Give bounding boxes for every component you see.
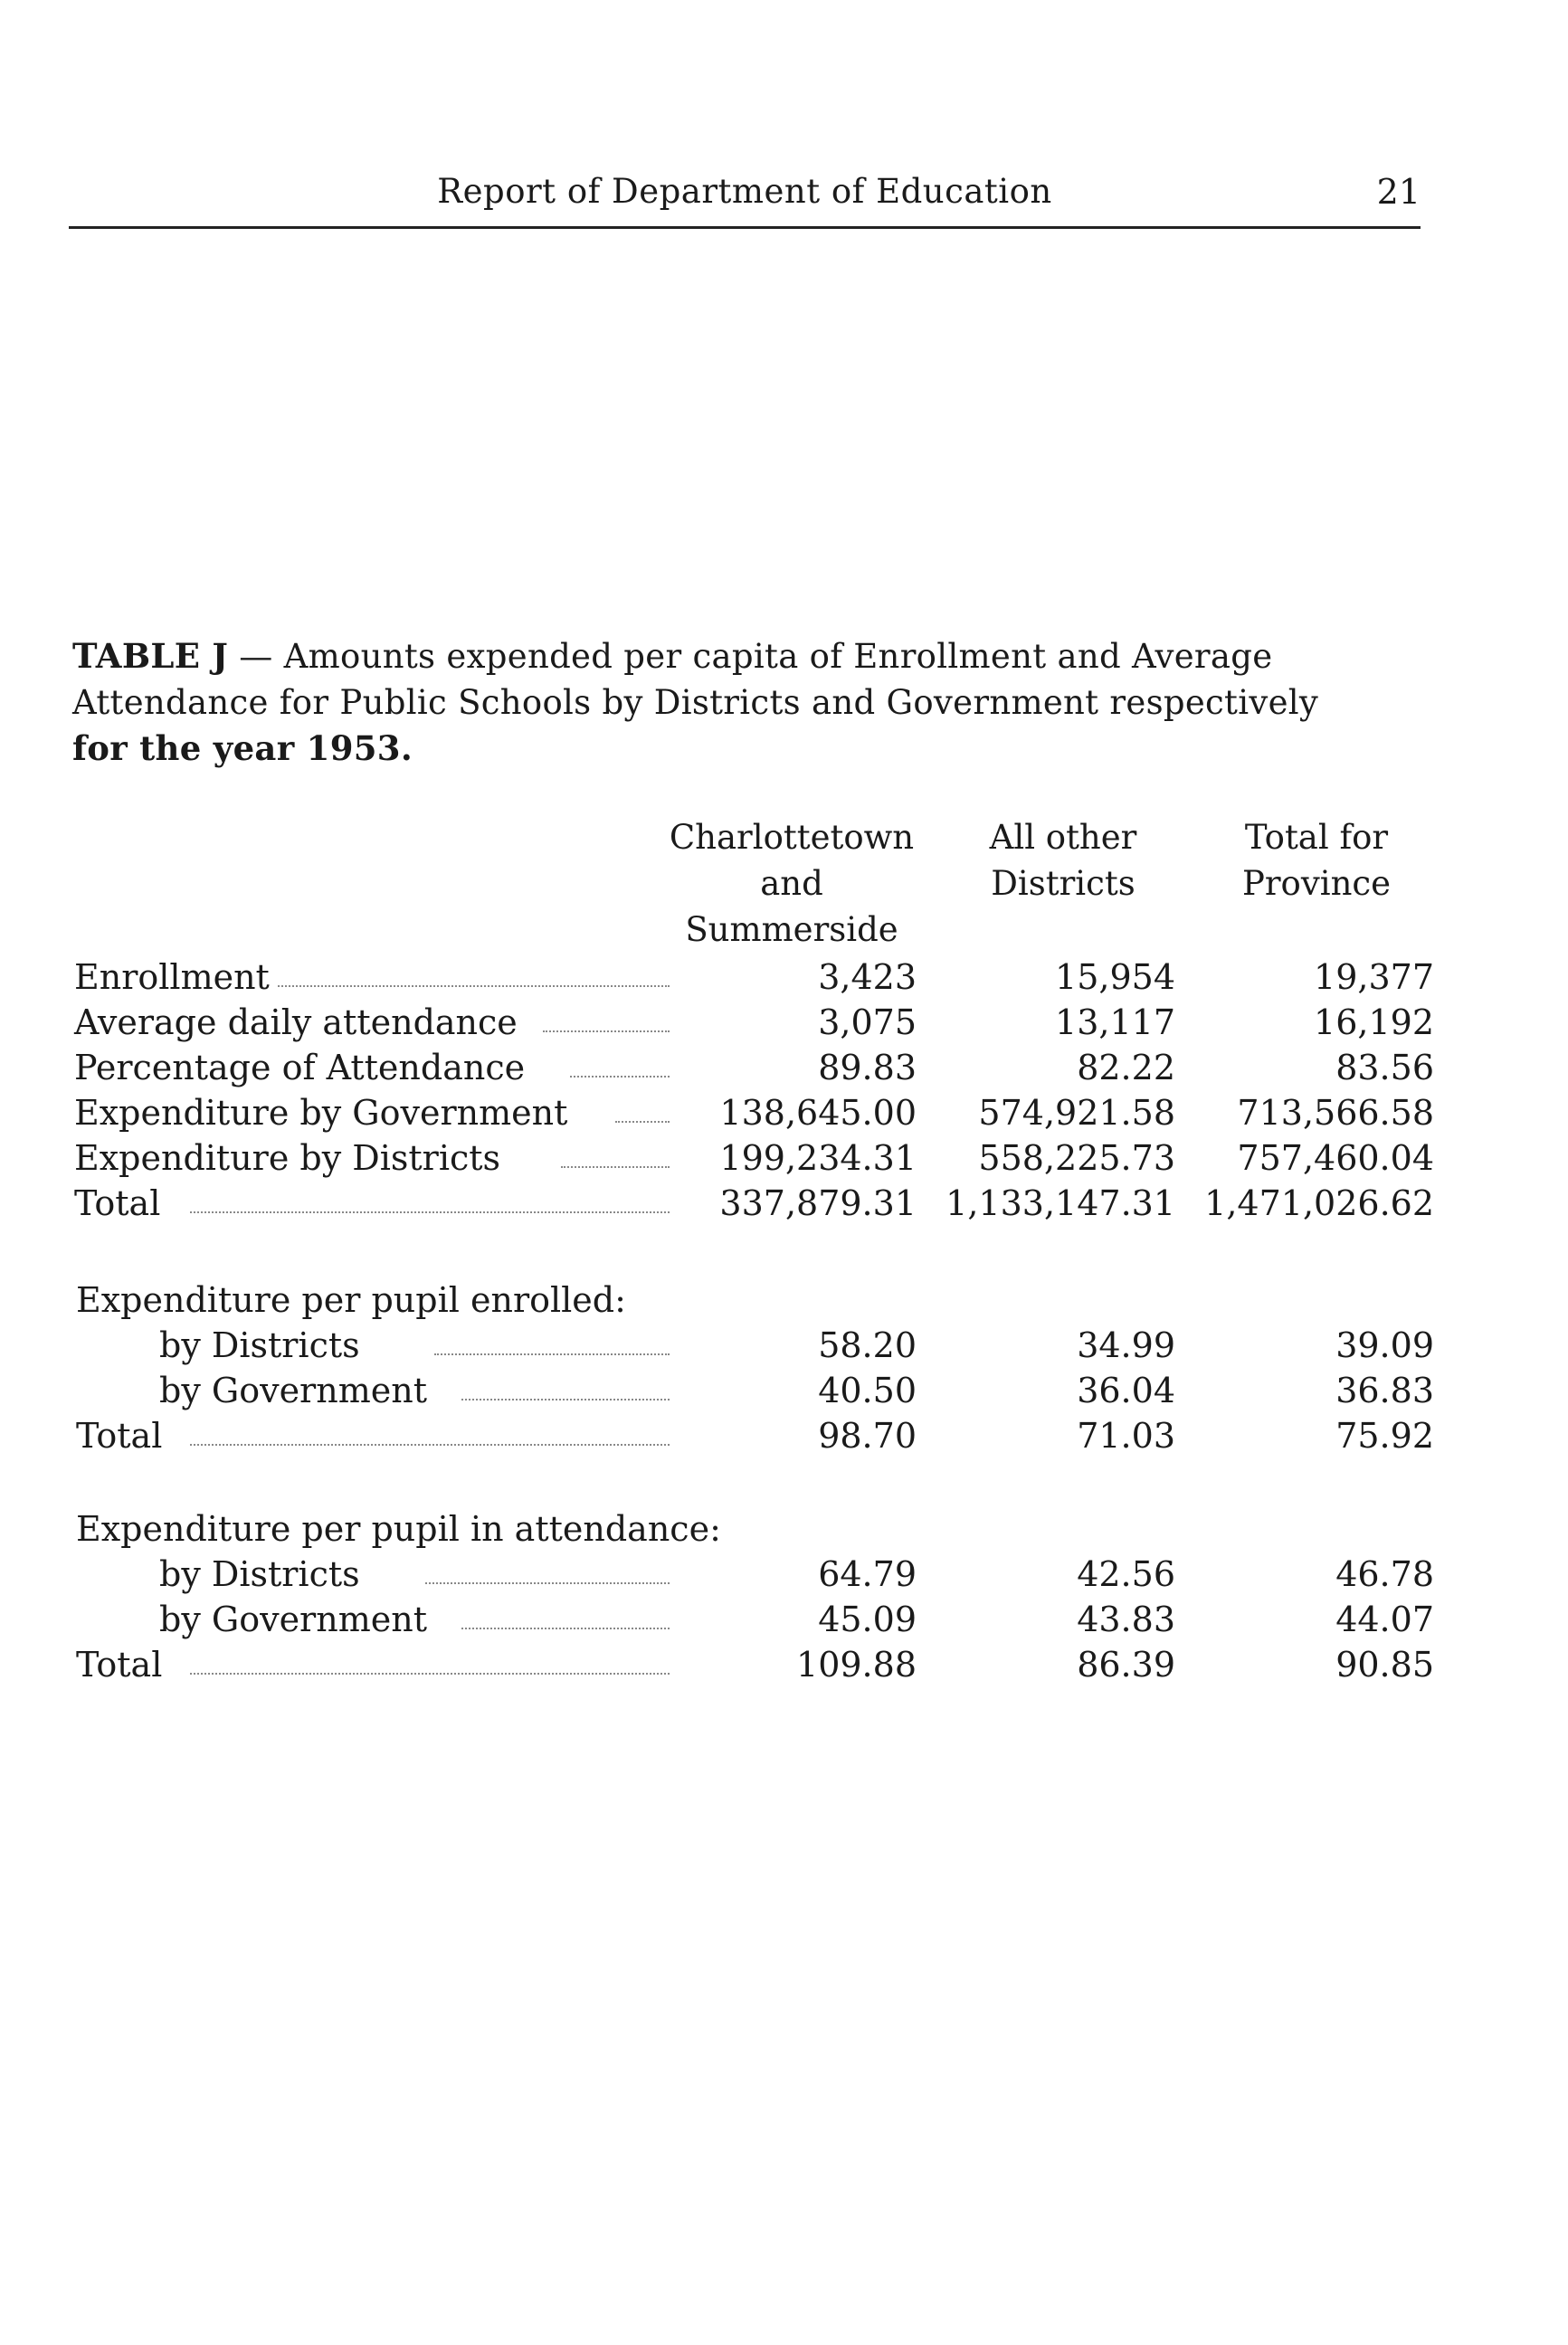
table-label: TABLE J	[72, 636, 229, 676]
cell-charlottetown: 89.83	[818, 1048, 917, 1087]
cell-province: 757,460.04	[1237, 1138, 1434, 1178]
dot-leader	[561, 1166, 670, 1168]
cell-province: 1,471,026.62	[1204, 1183, 1434, 1223]
row-label: by Government	[159, 1368, 434, 1413]
cell-other-districts: 71.03	[1077, 1416, 1175, 1456]
cell-province: 44.07	[1335, 1600, 1434, 1639]
cell-charlottetown: 337,879.31	[719, 1183, 917, 1223]
cell-province: 83.56	[1335, 1048, 1434, 1087]
cell-other-districts: 15,954	[1055, 957, 1175, 997]
cell-other-districts: 86.39	[1077, 1645, 1175, 1685]
row-label: Expenditure by Districts	[74, 1135, 508, 1181]
column-header-line: Province	[1241, 864, 1392, 903]
cell-other-districts: 82.22	[1077, 1048, 1175, 1087]
dot-leader	[461, 1399, 670, 1400]
cell-other-districts: 1,133,147.31	[946, 1183, 1175, 1223]
row-label: by Government	[159, 1597, 434, 1642]
cell-other-districts: 574,921.58	[978, 1093, 1175, 1133]
section-title-attendance: Expenditure per pupil in attendance:	[76, 1509, 721, 1549]
cell-other-districts: 43.83	[1077, 1600, 1175, 1639]
row-label: by Districts	[159, 1552, 367, 1597]
column-header-line: All other	[989, 818, 1137, 857]
cell-charlottetown: 109.88	[796, 1645, 917, 1685]
table-row-enrollment	[0, 954, 1568, 1000]
column-header-province	[1203, 814, 1430, 907]
table-row-enrolled-districts	[0, 1323, 1568, 1368]
caption-line-3: for the year 1953.	[72, 728, 413, 768]
dot-leader	[461, 1628, 670, 1629]
caption-dash: —	[228, 637, 284, 676]
dot-leader	[425, 1582, 670, 1584]
table-row-attendance-government	[0, 1597, 1568, 1642]
table-row-average-attendance	[0, 1000, 1568, 1045]
row-label: by Districts	[159, 1323, 367, 1368]
cell-province: 36.83	[1335, 1371, 1434, 1410]
cell-charlottetown: 138,645.00	[719, 1093, 917, 1133]
caption-line-2: Attendance for Public Schools by Districts and Government respectively	[72, 683, 1319, 722]
cell-other-districts: 34.99	[1077, 1325, 1175, 1365]
dot-leader	[271, 985, 670, 987]
row-label: Percentage of Attendance	[74, 1045, 532, 1090]
cell-province: 90.85	[1335, 1645, 1434, 1685]
page-header	[69, 168, 1421, 229]
dot-leader	[434, 1353, 670, 1355]
cell-charlottetown: 199,234.31	[719, 1138, 917, 1178]
column-header-line: Summerside	[685, 910, 898, 949]
column-header-line: Total for	[1244, 818, 1389, 857]
cell-province: 19,377	[1314, 957, 1434, 997]
dot-leader	[615, 1121, 670, 1123]
cell-charlottetown: 40.50	[818, 1371, 917, 1410]
table-row-enrolled-total	[0, 1413, 1568, 1458]
table-row-attendance-districts	[0, 1552, 1568, 1597]
table-row-attendance-total	[0, 1642, 1568, 1687]
row-label: Total	[76, 1413, 169, 1458]
dot-leader	[543, 1030, 670, 1032]
cell-charlottetown: 3,075	[818, 1002, 917, 1042]
running-title: Report of Department of Education	[437, 172, 1052, 211]
page-number: 21	[1376, 172, 1421, 212]
cell-other-districts: 558,225.73	[978, 1138, 1175, 1178]
cell-other-districts: 36.04	[1077, 1371, 1175, 1410]
table-row-percentage-attendance	[0, 1045, 1568, 1090]
row-label: Total	[76, 1642, 169, 1687]
cell-province: 46.78	[1335, 1554, 1434, 1594]
column-header-line: and	[760, 864, 823, 903]
row-label: Enrollment	[74, 954, 277, 1000]
dot-leader	[190, 1211, 670, 1213]
cell-charlottetown: 98.70	[818, 1416, 917, 1456]
dot-leader	[570, 1076, 670, 1078]
column-header-line: Charlottetown	[669, 818, 915, 857]
dot-leader	[190, 1673, 670, 1675]
table-row-total	[0, 1181, 1568, 1226]
table-row-expenditure-government	[0, 1090, 1568, 1135]
row-label: Total	[74, 1181, 167, 1226]
caption-line-1: Amounts expended per capita of Enrollment and Average	[283, 637, 1273, 676]
cell-province: 75.92	[1335, 1416, 1434, 1456]
column-header-charlottetown	[651, 814, 932, 953]
cell-charlottetown: 64.79	[818, 1554, 917, 1594]
cell-charlottetown: 58.20	[818, 1325, 917, 1365]
dot-leader	[190, 1444, 670, 1446]
cell-other-districts: 42.56	[1077, 1554, 1175, 1594]
column-header-line: Districts	[991, 864, 1136, 903]
cell-other-districts: 13,117	[1055, 1002, 1175, 1042]
cell-province: 16,192	[1314, 1002, 1434, 1042]
cell-charlottetown: 3,423	[818, 957, 917, 997]
cell-province: 713,566.58	[1237, 1093, 1434, 1133]
table-caption	[72, 633, 1430, 772]
column-headers	[0, 814, 1568, 959]
row-label: Expenditure by Government	[74, 1090, 575, 1135]
table-row-enrolled-government	[0, 1368, 1568, 1413]
section-title-enrolled: Expenditure per pupil enrolled:	[76, 1280, 626, 1320]
column-header-other-districts	[950, 814, 1176, 907]
cell-charlottetown: 45.09	[818, 1600, 917, 1639]
cell-province: 39.09	[1335, 1325, 1434, 1365]
row-label: Average daily attendance	[74, 1000, 525, 1045]
table-row-expenditure-districts	[0, 1135, 1568, 1181]
